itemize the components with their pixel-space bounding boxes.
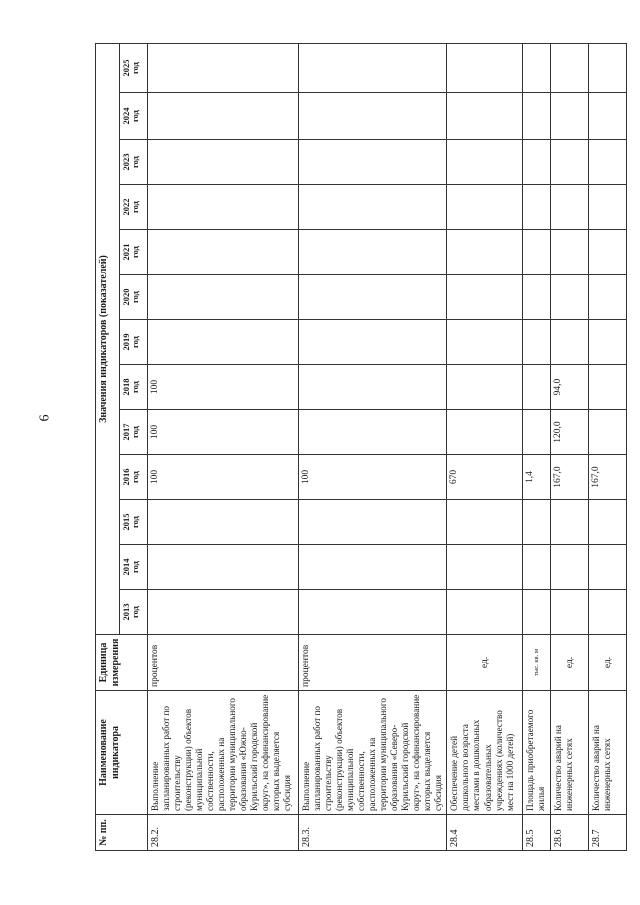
- value-cell: [523, 140, 551, 185]
- value-cell: [551, 93, 589, 140]
- value-cell: [447, 590, 523, 635]
- year-suffix: год: [130, 62, 141, 74]
- value-cell: [523, 500, 551, 545]
- year-header-2020: [120, 275, 148, 320]
- value-cell: 167,0: [551, 455, 589, 500]
- year-label: 2019: [121, 333, 131, 351]
- value-cell: [589, 410, 627, 455]
- value-cell: [523, 320, 551, 365]
- header-name: Наименование индикатора: [96, 691, 148, 815]
- row-number: 28.2.: [148, 815, 299, 851]
- value-cell: [523, 365, 551, 410]
- value-cell: [299, 320, 447, 365]
- value-cell: [447, 93, 523, 140]
- value-cell: [523, 44, 551, 93]
- header-num: № пп.: [96, 815, 148, 851]
- value-cell: [447, 185, 523, 230]
- value-cell: [299, 185, 447, 230]
- value-cell: 100: [148, 410, 299, 455]
- row-number: 28.5: [523, 815, 551, 851]
- value-cell: [148, 230, 299, 275]
- value-cell: [299, 410, 447, 455]
- year-header-2014: [120, 545, 148, 590]
- table-row: [523, 44, 551, 851]
- year-label: 2025: [121, 59, 131, 77]
- value-cell: [447, 230, 523, 275]
- year-header-2017: [120, 410, 148, 455]
- value-cell: [148, 590, 299, 635]
- year-header-2019: [120, 320, 148, 365]
- header-unit: Единица измерения: [96, 635, 148, 691]
- value-cell: [523, 93, 551, 140]
- value-cell: [299, 500, 447, 545]
- value-cell: [589, 320, 627, 365]
- value-cell: 100: [148, 365, 299, 410]
- value-cell: [148, 500, 299, 545]
- year-suffix: год: [130, 561, 141, 573]
- value-cell: [551, 545, 589, 590]
- indicator-name: Выполнение запланированных работ по строительству (реконструкции) объектов муниципальной собственности, расположенных на территории муниципального образования «Северо-Курильский городской округ», на софинансирование которых выделяется субсидия: [299, 691, 447, 815]
- year-suffix: год: [130, 201, 141, 213]
- value-cell: [551, 230, 589, 275]
- indicator-name: Количество аварий на инженерных сетях: [589, 691, 627, 815]
- year-suffix: год: [130, 156, 141, 168]
- year-label: 2023: [121, 153, 131, 171]
- value-cell: [523, 185, 551, 230]
- year-label: 2018: [121, 378, 131, 396]
- year-label: 2016: [121, 468, 131, 486]
- year-label: 2024: [121, 107, 131, 125]
- year-label: 2013: [121, 603, 131, 621]
- value-cell: [148, 140, 299, 185]
- value-cell: [589, 140, 627, 185]
- value-cell: [299, 44, 447, 93]
- value-cell: [589, 185, 627, 230]
- year-label: 2017: [121, 423, 131, 441]
- value-cell: [148, 320, 299, 365]
- table-row: [589, 44, 627, 851]
- year-header-2018: [120, 365, 148, 410]
- value-cell: 670: [447, 455, 523, 500]
- value-cell: [589, 365, 627, 410]
- value-cell: [299, 93, 447, 140]
- value-cell: 100: [148, 455, 299, 500]
- value-cell: [447, 44, 523, 93]
- indicator-name: Выполнение запланированных работ по строительству (реконструкции) объектов муниципальной собственности, расположенных на территории муниципального образования «Южно-Курильский городской округ», на софинансирование которых выделяется субсидия: [148, 691, 299, 815]
- value-cell: [148, 93, 299, 140]
- indicators-table: [95, 43, 627, 851]
- year-label: 2021: [121, 243, 131, 261]
- year-label: 2022: [121, 198, 131, 216]
- year-suffix: год: [130, 291, 141, 303]
- year-header-2015: [120, 500, 148, 545]
- unit-cell: ед.: [551, 635, 589, 691]
- value-cell: [447, 410, 523, 455]
- value-cell: 1,4: [523, 455, 551, 500]
- value-cell: [299, 590, 447, 635]
- value-cell: [551, 500, 589, 545]
- year-label: 2020: [121, 288, 131, 306]
- value-cell: [447, 500, 523, 545]
- value-cell: 120,0: [551, 410, 589, 455]
- row-number: 28.3.: [299, 815, 447, 851]
- value-cell: [299, 140, 447, 185]
- value-cell: [589, 93, 627, 140]
- value-cell: [589, 500, 627, 545]
- indicator-name: Количество аварий на инженерных сетях: [551, 691, 589, 815]
- table-row: [299, 44, 447, 851]
- value-cell: [551, 275, 589, 320]
- value-cell: [148, 545, 299, 590]
- value-cell: 167,0: [589, 455, 627, 500]
- year-header-2024: [120, 93, 148, 140]
- year-header-2021: [120, 230, 148, 275]
- value-cell: [447, 275, 523, 320]
- year-header-2025: [120, 44, 148, 93]
- year-suffix: год: [130, 471, 141, 483]
- value-cell: [299, 365, 447, 410]
- value-cell: [589, 44, 627, 93]
- indicator-name: Обеспечение детей дошкольного возраста местами в дошкольных образовательных учреждениях (количество мест на 1000 детей): [447, 691, 523, 815]
- value-cell: [523, 590, 551, 635]
- value-cell: [551, 320, 589, 365]
- value-cell: [523, 275, 551, 320]
- indicator-name: Площадь приобретаемого жилья: [523, 691, 551, 815]
- table-row: [551, 44, 589, 851]
- value-cell: [523, 545, 551, 590]
- year-header-2022: [120, 185, 148, 230]
- value-cell: [589, 275, 627, 320]
- value-cell: [523, 410, 551, 455]
- value-cell: [551, 44, 589, 93]
- value-cell: [589, 230, 627, 275]
- header-values: Значения индикаторов (показателей): [96, 44, 120, 635]
- value-cell: [299, 545, 447, 590]
- table-row: [447, 44, 523, 851]
- year-label: 2014: [121, 558, 131, 576]
- value-cell: [447, 365, 523, 410]
- value-cell: [589, 545, 627, 590]
- value-cell: [299, 275, 447, 320]
- row-number: 28.4: [447, 815, 523, 851]
- year-header-2023: [120, 140, 148, 185]
- value-cell: 94,0: [551, 365, 589, 410]
- rotated-table-container: [95, 43, 613, 851]
- value-cell: 100: [299, 455, 447, 500]
- unit-cell: ед.: [589, 635, 627, 691]
- unit-cell: процентов: [299, 635, 447, 691]
- value-cell: [148, 275, 299, 320]
- year-header-2016: [120, 455, 148, 500]
- value-cell: [447, 320, 523, 365]
- year-suffix: год: [130, 336, 141, 348]
- value-cell: [551, 185, 589, 230]
- year-suffix: год: [130, 606, 141, 618]
- value-cell: [148, 44, 299, 93]
- year-header-2013: [120, 590, 148, 635]
- indicators-body: [148, 44, 627, 851]
- value-cell: [551, 140, 589, 185]
- unit-cell: процентов: [148, 635, 299, 691]
- value-cell: [589, 590, 627, 635]
- unit-cell: ед.: [447, 635, 523, 691]
- value-cell: [447, 140, 523, 185]
- value-cell: [148, 185, 299, 230]
- page-number: 6: [37, 414, 53, 422]
- row-number: 28.7: [589, 815, 627, 851]
- year-suffix: год: [130, 381, 141, 393]
- table-row: [148, 44, 299, 851]
- unit-cell: тыс. кв. м: [523, 635, 551, 691]
- value-cell: [523, 230, 551, 275]
- year-label: 2015: [121, 513, 131, 531]
- value-cell: [447, 545, 523, 590]
- row-number: 28.6: [551, 815, 589, 851]
- year-suffix: год: [130, 110, 141, 122]
- year-suffix: год: [130, 426, 141, 438]
- year-suffix: год: [130, 246, 141, 258]
- value-cell: [299, 230, 447, 275]
- value-cell: [551, 590, 589, 635]
- year-suffix: год: [130, 516, 141, 528]
